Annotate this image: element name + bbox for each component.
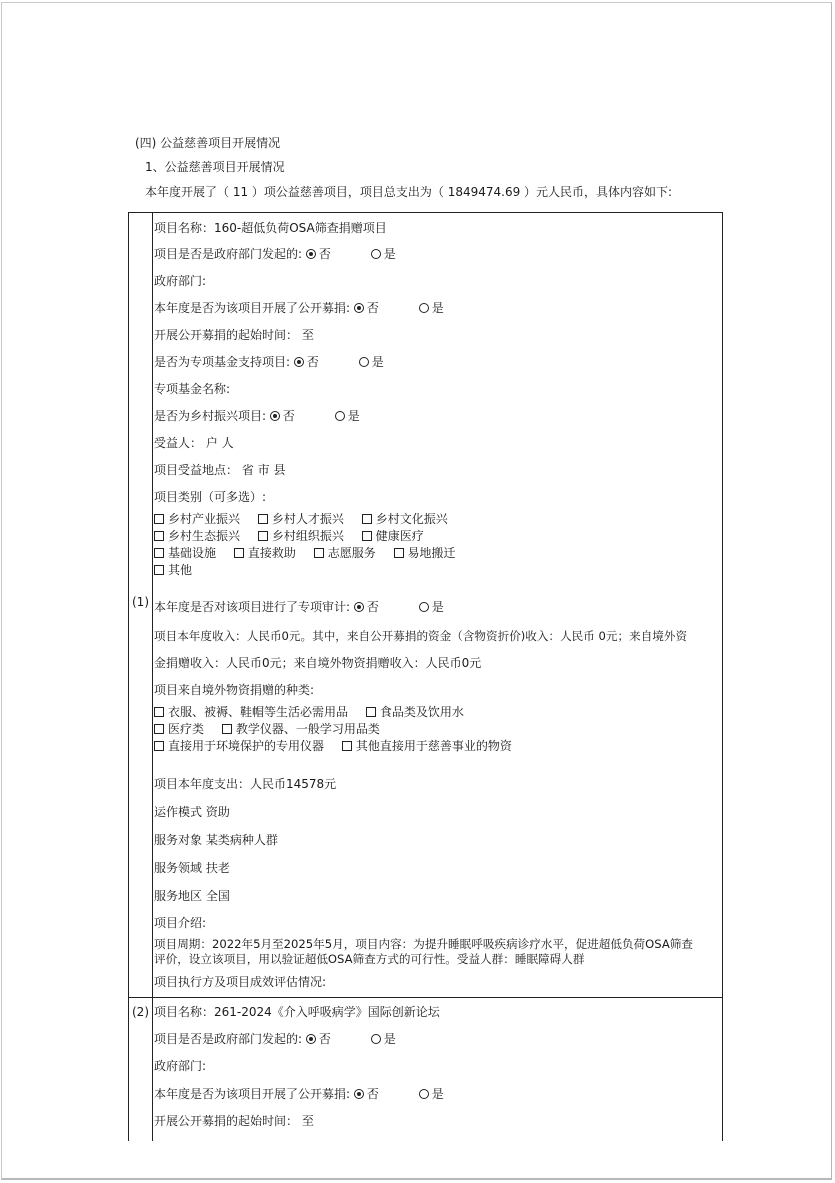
radio-yes[interactable] xyxy=(419,303,429,313)
radio-yes[interactable] xyxy=(371,249,381,259)
checkbox[interactable] xyxy=(362,531,372,541)
gov-dept: 政府部门: xyxy=(154,274,207,288)
option-no-label: 否 xyxy=(366,600,379,614)
option-yes-label: 是 xyxy=(347,409,360,423)
option-yes-label: 是 xyxy=(431,600,444,614)
radio-yes[interactable] xyxy=(419,602,429,612)
option-yes-label: 是 xyxy=(431,301,444,315)
checkbox[interactable] xyxy=(154,565,164,575)
project-1-name: 项目名称：160-超低负荷OSA筛查捐赠项目 xyxy=(154,221,387,235)
summary-line: 本年度开展了（ 11 ）项公益慈善项目，项目总支出为（ 1849474.69 ）元人民币，具体内容如下: xyxy=(145,185,673,199)
project-2-column-divider xyxy=(152,997,153,1141)
donation-type-label: 食品类及饮用水 xyxy=(379,705,464,719)
category-label-item: 乡村产业振兴 xyxy=(168,512,241,526)
option-yes-label: 是 xyxy=(383,247,396,261)
checkbox[interactable] xyxy=(154,707,164,717)
checkbox[interactable] xyxy=(394,548,404,558)
public-fundraising-label: 本年度是否为该项目开展了公开募捐: xyxy=(154,1087,351,1101)
audit-label: 本年度是否对该项目进行了专项审计: xyxy=(154,600,351,614)
option-yes-label: 是 xyxy=(371,355,384,369)
radio-no-selected[interactable] xyxy=(354,303,364,313)
service-target: 服务对象 某类病种人群 xyxy=(154,833,278,847)
radio-yes[interactable] xyxy=(359,357,369,367)
category-row-1 xyxy=(154,513,448,526)
service-field: 服务领域 扶老 xyxy=(154,861,230,875)
option-yes-label: 是 xyxy=(431,1087,444,1101)
radio-yes[interactable] xyxy=(419,1089,429,1099)
category-row-2 xyxy=(154,530,424,543)
radio-no-selected[interactable] xyxy=(354,602,364,612)
category-label-item: 乡村生态振兴 xyxy=(168,529,241,543)
section-title: (四) 公益慈善项目开展情况 xyxy=(135,136,281,150)
radio-no-selected[interactable] xyxy=(294,357,304,367)
checkbox[interactable] xyxy=(366,707,376,717)
project-2-fundraising-start: 开展公开募捐的起始时间： 至 xyxy=(154,1114,314,1128)
checkbox[interactable] xyxy=(154,548,164,558)
expense: 项目本年度支出：人民币14578元 xyxy=(154,777,337,791)
income-line-2: 金捐赠收入：人民币0元；来自境外物资捐赠收入：人民币0元 xyxy=(154,656,482,670)
checkbox[interactable] xyxy=(258,531,268,541)
rural-label: 是否为乡村振兴项目: xyxy=(154,409,267,423)
option-no-label: 否 xyxy=(318,247,331,261)
project-2-gov-initiated-row xyxy=(154,1032,396,1046)
beneficiaries: 受益人： 户 人 xyxy=(154,436,234,450)
radio-yes[interactable] xyxy=(371,1034,381,1044)
option-yes-label: 是 xyxy=(383,1032,396,1046)
operation-mode: 运作模式 资助 xyxy=(154,805,230,819)
project-2-right-border xyxy=(722,997,723,1141)
radio-no-selected[interactable] xyxy=(270,411,280,421)
checkbox[interactable] xyxy=(362,514,372,524)
radio-no-selected[interactable] xyxy=(306,1034,316,1044)
checkbox[interactable] xyxy=(314,548,324,558)
intro-line-2: 评价，设立该项目，用以验证超低OSA筛查方式的可行性。受益人群：睡眠障碍人群 xyxy=(154,952,585,966)
executor-label: 项目执行方及项目成效评估情况: xyxy=(154,975,327,989)
category-label-item: 志愿服务 xyxy=(327,546,376,560)
option-no-label: 否 xyxy=(282,409,295,423)
option-no-label: 否 xyxy=(318,1032,331,1046)
donation-types-label: 项目来自境外物资捐赠的种类: xyxy=(154,683,315,697)
checkbox[interactable] xyxy=(154,531,164,541)
public-fundraising-row xyxy=(154,301,444,315)
service-area: 服务地区 全国 xyxy=(154,889,230,903)
radio-no-selected[interactable] xyxy=(354,1089,364,1099)
option-no-label: 否 xyxy=(306,355,319,369)
checkbox[interactable] xyxy=(154,724,164,734)
category-label-item: 直接救助 xyxy=(247,546,296,560)
public-fundraising-label: 本年度是否为该项目开展了公开募捐: xyxy=(154,301,351,315)
project-1-column-divider xyxy=(152,212,153,998)
gov-initiated-label: 项目是否是政府部门发起的: xyxy=(154,247,303,261)
option-no-label: 否 xyxy=(366,1087,379,1101)
category-row-3 xyxy=(154,547,456,560)
checkbox[interactable] xyxy=(222,724,232,734)
checkbox[interactable] xyxy=(154,514,164,524)
category-label: 项目类别（可多选）: xyxy=(154,490,267,504)
document-page xyxy=(1,2,832,1180)
project-2-gov-dept: 政府部门: xyxy=(154,1059,207,1073)
checkbox[interactable] xyxy=(234,548,244,558)
checkbox[interactable] xyxy=(154,741,164,751)
special-fund-row xyxy=(154,355,384,369)
audit-row xyxy=(154,600,444,614)
donation-row-2 xyxy=(154,723,380,736)
category-label-item: 健康医疗 xyxy=(375,529,424,543)
intro-line-1: 项目周期：2022年5月至2025年5月，项目内容：为提升睡眠呼吸疾病诊疗水平，促进超低负荷OSA筛查 xyxy=(154,937,693,951)
radio-no-selected[interactable] xyxy=(306,249,316,259)
option-no-label: 否 xyxy=(366,301,379,315)
location: 项目受益地点： 省 市 县 xyxy=(154,463,286,477)
project-2-number: (2) xyxy=(132,1005,149,1019)
donation-row-3 xyxy=(154,740,512,753)
donation-type-label: 衣服、被褥、鞋帽等生活必需用品 xyxy=(168,705,349,719)
donation-type-label: 教学仪器、一般学习用品类 xyxy=(235,722,380,736)
income-line-1: 项目本年度收入：人民币0元。其中，来自公开募捐的资金（含物资折价)收入：人民币 0元；来自境外资 xyxy=(154,629,688,643)
special-fund-name: 专项基金名称: xyxy=(154,382,231,396)
intro-label: 项目介绍: xyxy=(154,916,207,930)
gov-initiated-label: 项目是否是政府部门发起的: xyxy=(154,1032,303,1046)
project-1-number: (1) xyxy=(132,595,149,609)
subsection-title: 1、公益慈善项目开展情况 xyxy=(145,160,285,174)
project-2-name: 项目名称：261-2024《介入呼吸病学》国际创新论坛 xyxy=(154,1005,440,1019)
donation-row-1 xyxy=(154,706,464,719)
category-row-4 xyxy=(154,564,192,577)
category-label-item: 其他 xyxy=(168,563,193,577)
donation-type-label: 直接用于环境保护的专用仪器 xyxy=(168,739,325,753)
category-label-item: 易地搬迁 xyxy=(407,546,456,560)
checkbox[interactable] xyxy=(258,514,268,524)
fundraising-start: 开展公开募捐的起始时间： 至 xyxy=(154,328,314,342)
gov-initiated-row xyxy=(154,247,396,261)
special-fund-label: 是否为专项基金支持项目: xyxy=(154,355,291,369)
radio-yes[interactable] xyxy=(335,411,345,421)
donation-type-label: 医疗类 xyxy=(168,722,205,736)
donation-type-label: 其他直接用于慈善事业的物资 xyxy=(355,739,512,753)
category-label-item: 乡村文化振兴 xyxy=(375,512,448,526)
category-label-item: 乡村组织振兴 xyxy=(271,529,344,543)
project-2-left-border xyxy=(128,997,129,1141)
rural-row xyxy=(154,409,360,423)
category-label-item: 基础设施 xyxy=(168,546,217,560)
checkbox[interactable] xyxy=(342,741,352,751)
category-label-item: 乡村人才振兴 xyxy=(271,512,344,526)
project-2-public-fundraising-row xyxy=(154,1087,444,1101)
